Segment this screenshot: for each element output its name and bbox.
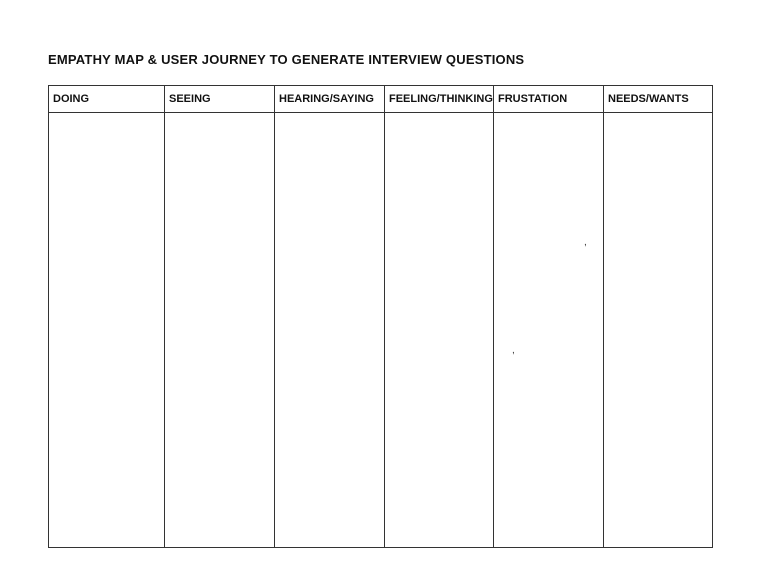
stray-mark: ,: [584, 237, 587, 248]
column-header-feeling-thinking: FEELING/THINKING: [389, 93, 493, 105]
column-divider: [603, 86, 604, 547]
empathy-map-table: [48, 85, 713, 548]
column-cell-hearing-saying[interactable]: [275, 113, 385, 547]
column-divider: [164, 86, 165, 547]
column-cell-feeling-thinking[interactable]: [385, 113, 494, 547]
column-cell-frustation[interactable]: [494, 113, 604, 547]
column-cell-seeing[interactable]: [165, 113, 275, 547]
column-header-frustation: FRUSTATION: [498, 93, 568, 105]
column-divider: [384, 86, 385, 547]
column-header-doing: DOING: [53, 93, 90, 105]
page-title: EMPATHY MAP & USER JOURNEY TO GENERATE INTERVIEW QUESTIONS: [48, 52, 525, 67]
column-header-needs-wants: NEEDS/WANTS: [608, 93, 689, 105]
table-header-row: [49, 86, 712, 113]
column-header-seeing: SEEING: [169, 93, 211, 105]
column-header-hearing-saying: HEARING/SAYING: [279, 93, 374, 105]
column-cell-doing[interactable]: [49, 113, 165, 547]
column-divider: [493, 86, 494, 547]
column-cell-needs-wants[interactable]: [604, 113, 712, 547]
stray-mark: ,: [512, 345, 515, 356]
column-divider: [274, 86, 275, 547]
